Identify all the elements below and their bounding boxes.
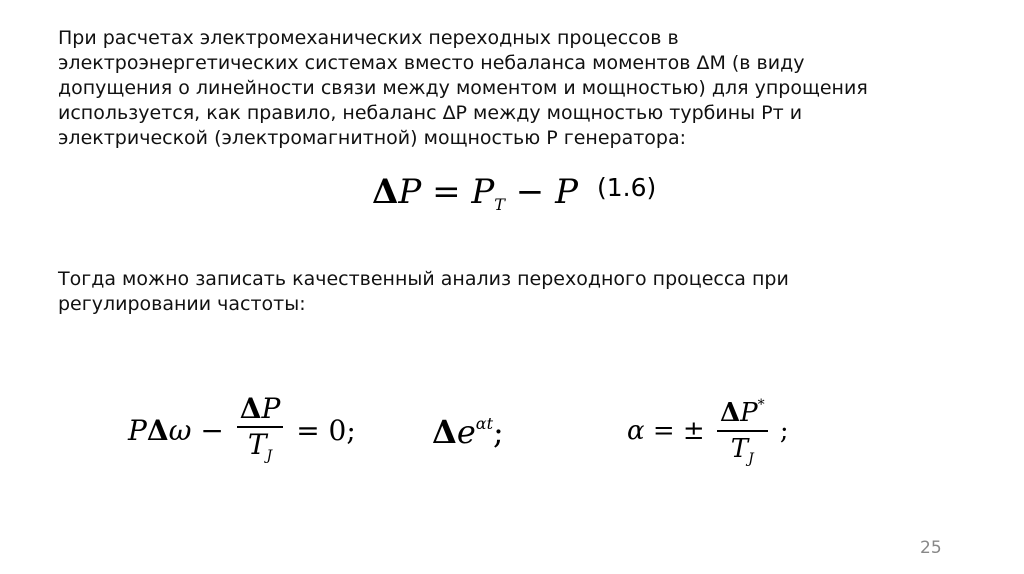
eq-a-equals-zero: = 0; [296,413,356,447]
eq-c-num-p: P [740,398,758,428]
analysis-line-1: Тогда можно записать качественный анализ переходного процесса при [58,268,789,290]
eq-b-semicolon: ; [493,413,504,451]
eq-b-exponent: αt [475,414,493,433]
eq-a-num-delta: Δ [239,392,262,425]
equation-alpha [627,388,789,476]
intro-paragraph [58,26,958,151]
eq-a-fraction [237,392,284,473]
eq-c-numerator [717,388,768,430]
intro-line-2: электроэнергетических системах вместо небаланса моментов ΔМ (в виду [58,52,805,74]
eq-main-rhs-var: P [471,172,495,212]
eq-a-delta: Δ [146,413,169,447]
intro-line-5: электрической (электромагнитной) мощностью Р генератора: [58,127,687,149]
intro-line-3: допущения о линейности связи между моментом и мощностью) для упрощения [58,77,868,99]
page-number: 25 [920,538,942,558]
eq-c-num-delta: Δ [719,398,741,428]
eq-a-minus: − [200,413,224,447]
eq-main-delta: Δ [372,172,399,212]
eq-b-delta: Δ [432,413,457,451]
equation-power-balance [128,392,356,473]
eq-a-den-sub: J [266,447,273,464]
eq-main-equals: = [432,172,461,212]
equation-number: (1.6) [597,173,657,202]
eq-c-equals-pm: = ± [652,415,705,446]
eq-c-den-t: T [730,433,749,464]
eq-c-semicolon: ; [779,415,789,446]
eq-main-lhs: P [398,172,422,212]
eq-b-e: e [456,413,476,451]
intro-line-1: При расчетах электромеханических переходных процессов в [58,27,679,49]
intro-line-4: используется, как правило, небаланс ΔР между мощностью турбины Рт и [58,102,803,124]
eq-a-denominator [237,428,284,473]
eq-c-fraction [717,388,768,476]
analysis-line-2: регулировании частоты: [58,293,306,315]
eq-main-minus: − [515,172,545,212]
eq-a-den-t: T [247,427,267,461]
eq-c-num-star: * [757,397,765,413]
eq-c-alpha: α [627,415,645,446]
equation-exponential [432,404,504,452]
eq-c-denominator [717,432,768,476]
eq-a-numerator [237,392,284,426]
eq-c-den-sub: J [748,450,754,467]
eq-main-rhs-last: P [555,172,578,212]
eq-a-num-p: P [261,392,281,425]
eq-main-rhs-sub: T [494,195,505,214]
eq-a-omega: ω [168,413,192,447]
eq-a-p: P [128,413,147,447]
equation-1-6 [372,172,578,225]
analysis-paragraph [58,267,958,317]
